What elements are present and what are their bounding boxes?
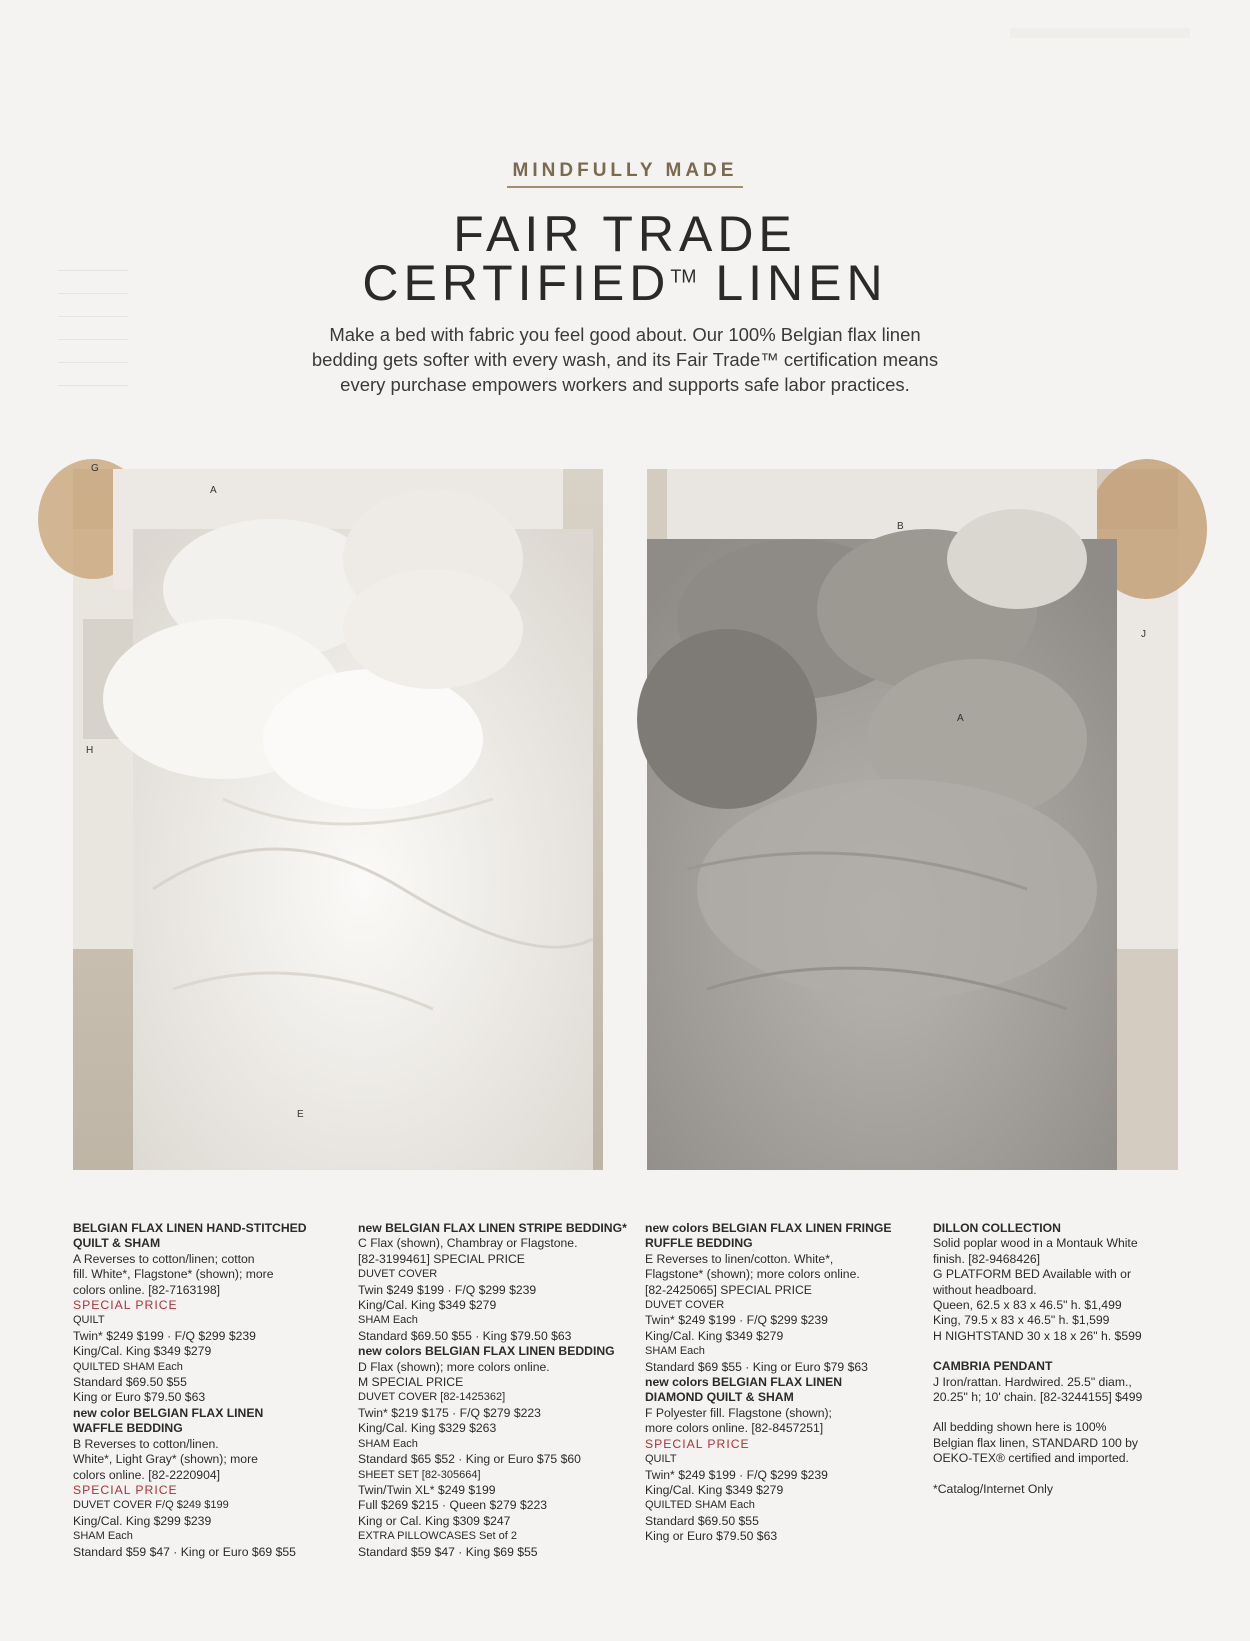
special-price-label: SPECIAL PRICE xyxy=(73,1298,178,1313)
callout-a-right: A xyxy=(957,713,964,724)
eyebrow-label: MINDFULLY MADE xyxy=(512,160,738,181)
product-detail-line: King or Euro $79.50 $63 xyxy=(73,1390,206,1405)
product-detail-line: King/Cal. King $329 $263 xyxy=(358,1421,497,1436)
product-detail-line: King/Cal. King $349 $279 xyxy=(73,1344,212,1359)
product-detail-line: Flagstone* (shown); more colors online. xyxy=(645,1267,860,1282)
product-detail-line: B Reverses to cotton/linen. xyxy=(73,1436,219,1451)
product-detail-line: *Catalog/Internet Only xyxy=(933,1481,1053,1496)
product-detail-line: Full $269 $215 · Queen $279 $223 xyxy=(358,1498,548,1513)
product-detail-line: King/Cal. King $299 $239 xyxy=(73,1513,212,1528)
product-detail-line: SHAM Each xyxy=(645,1345,705,1358)
product-detail-line: SHAM Each xyxy=(73,1530,133,1543)
special-price-label: SPECIAL PRICE xyxy=(73,1482,178,1497)
product-detail-line: King or Euro $79.50 $63 xyxy=(645,1529,778,1544)
product-heading: BELGIAN FLAX LINEN HAND-STITCHED xyxy=(73,1221,307,1235)
product-detail-line: QUILTED SHAM Each xyxy=(73,1360,183,1373)
intro-line: every purchase empowers workers and supports safe labor practices. xyxy=(340,374,910,395)
product-detail-line: Standard $69.50 $55 xyxy=(645,1513,759,1528)
product-heading: new colors BELGIAN FLAX LINEN xyxy=(645,1375,843,1390)
product-heading: QUILT & SHAM xyxy=(73,1236,161,1251)
product-detail-line: King/Cal. King $349 $279 xyxy=(645,1328,784,1343)
product-detail-line: Standard $59 $47 · King or Euro $69 $55 xyxy=(73,1544,296,1559)
product-detail-line: finish. [82-9468426] xyxy=(933,1251,1041,1266)
eyebrow-underline xyxy=(507,186,743,188)
product-detail-line: King or Cal. King $309 $247 xyxy=(358,1513,511,1528)
product-detail-line: Standard $59 $47 · King $69 $55 xyxy=(358,1544,538,1559)
white-bed-photo xyxy=(73,463,603,1170)
product-detail-line: DUVET COVER xyxy=(645,1299,725,1312)
product-detail-line xyxy=(933,1405,1183,1420)
product-detail-line: DUVET COVER F/Q $249 $199 xyxy=(73,1499,229,1512)
top-margin-mark xyxy=(1010,28,1190,38)
product-heading: new color BELGIAN FLAX LINEN xyxy=(73,1405,264,1420)
product-detail-line: 20.25" h; 10' chain. [82-3244155] $499 xyxy=(933,1390,1143,1405)
product-detail-line: Twin* $249 $199 · F/Q $299 $239 xyxy=(645,1313,828,1328)
callout-b: B xyxy=(897,521,904,532)
product-detail-line: King/Cal. King $349 $279 xyxy=(358,1298,497,1313)
product-detail-line: E Reverses to linen/cotton. White*, xyxy=(645,1251,834,1266)
product-detail-line: C Flax (shown), Chambray or Flagstone. xyxy=(358,1236,578,1251)
product-detail-line: A Reverses to cotton/linen; cotton xyxy=(73,1251,255,1266)
product-detail-line: [82-2425065] SPECIAL PRICE xyxy=(645,1282,812,1297)
product-detail-line: H NIGHTSTAND 30 x 18 x 26" h. $599 xyxy=(933,1328,1142,1343)
product-column-3 xyxy=(645,1221,905,1545)
intro-line: bedding gets softer with every wash, and its Fair Trade™ certification means xyxy=(311,349,939,370)
product-detail-line: Belgian flax linen, STANDARD 100 by xyxy=(933,1435,1139,1450)
product-detail-line: colors online. [82-2220904] xyxy=(73,1467,221,1482)
product-detail-line: more colors online. [82-8457251] xyxy=(645,1421,824,1436)
gray-bed-illustration xyxy=(647,469,1178,1170)
callout-g: G xyxy=(91,463,99,474)
product-heading: CAMBRIA PENDANT xyxy=(933,1359,1053,1374)
product-detail-line: Twin* $249 $199 · F/Q $299 $239 xyxy=(645,1467,828,1482)
product-detail-line: EXTRA PILLOWCASES Set of 2 xyxy=(358,1530,517,1543)
gray-bed-photo xyxy=(647,469,1178,1170)
product-detail-line: King/Cal. King $349 $279 xyxy=(645,1482,784,1497)
white-bed-illustration xyxy=(73,469,603,1170)
product-heading: new colors BELGIAN FLAX LINEN FRINGE xyxy=(645,1221,892,1235)
product-detail-line: QUILT xyxy=(73,1314,105,1327)
product-detail-line xyxy=(933,1467,1183,1482)
product-detail-line: DUVET COVER [82-1425362] xyxy=(358,1391,506,1404)
callout-a: A xyxy=(210,485,217,496)
product-column-4 xyxy=(933,1221,1183,1497)
callout-e: E xyxy=(297,1109,304,1120)
product-detail-line: F Polyester fill. Flagstone (shown); xyxy=(645,1405,832,1420)
product-detail-line: QUILT xyxy=(645,1453,677,1466)
headline-certified: CERTIFIED xyxy=(362,255,671,311)
product-detail-line: colors online. [82-7163198] xyxy=(73,1282,221,1297)
special-price-label: SPECIAL PRICE xyxy=(645,1436,750,1451)
product-detail-line: Twin* $219 $175 · F/Q $279 $223 xyxy=(358,1405,541,1420)
product-detail-line: M SPECIAL PRICE xyxy=(358,1375,464,1390)
product-detail-line: Twin* $249 $199 · F/Q $299 $239 xyxy=(73,1328,256,1343)
product-detail-line: Twin/Twin XL* $249 $199 xyxy=(358,1482,496,1497)
callout-j: J xyxy=(1141,629,1146,640)
product-detail-line: D Flax (shown); more colors online. xyxy=(358,1359,550,1374)
product-detail-line: QUILTED SHAM Each xyxy=(645,1499,755,1512)
product-detail-line: All bedding shown here is 100% xyxy=(933,1420,1107,1435)
intro-line: Make a bed with fabric you feel good about. Our 100% Belgian flax linen xyxy=(329,324,921,345)
product-detail-line: Twin $249 $199 · F/Q $299 $239 xyxy=(358,1282,537,1297)
product-column-2 xyxy=(358,1221,628,1560)
product-detail-line: [82-3199461] SPECIAL PRICE xyxy=(358,1251,525,1266)
product-heading: RUFFLE BEDDING xyxy=(645,1236,753,1251)
product-detail-line: Solid poplar wood in a Montauk White xyxy=(933,1236,1138,1251)
product-column-1 xyxy=(73,1221,323,1560)
product-detail-line: Standard $69.50 $55 xyxy=(73,1375,187,1390)
product-detail-line: SHEET SET [82-305664] xyxy=(358,1468,481,1481)
product-detail-line: Standard $69.50 $55 · King $79.50 $63 xyxy=(358,1328,572,1343)
headline-line-1: FAIR TRADE xyxy=(453,206,797,262)
product-detail-line: J Iron/rattan. Hardwired. 25.5" diam., xyxy=(933,1374,1132,1389)
product-heading: DIAMOND QUILT & SHAM xyxy=(645,1390,794,1405)
product-detail-line: Queen, 62.5 x 83 x 46.5" h. $1,499 xyxy=(933,1298,1122,1313)
intro-paragraph xyxy=(250,322,1000,397)
product-detail-line: without headboard. xyxy=(933,1282,1037,1297)
product-detail-line: White*, Light Gray* (shown); more xyxy=(73,1452,258,1467)
headline-linen: LINEN xyxy=(715,255,888,311)
product-detail-line: DUVET COVER xyxy=(358,1268,438,1281)
product-detail-line: OEKO-TEX® certified and imported. xyxy=(933,1451,1129,1466)
product-detail-line: SHAM Each xyxy=(358,1314,418,1327)
product-heading: DILLON COLLECTION xyxy=(933,1221,1061,1235)
product-detail-line: Standard $65 $52 · King or Euro $75 $60 xyxy=(358,1452,581,1467)
product-heading: new BELGIAN FLAX LINEN STRIPE BEDDING* xyxy=(358,1221,627,1235)
product-detail-line: King, 79.5 x 83 x 46.5" h. $1,599 xyxy=(933,1313,1110,1328)
product-detail-line: SHAM Each xyxy=(358,1437,418,1450)
product-detail-line: G PLATFORM BED Available with or xyxy=(933,1267,1131,1282)
headline-line-2 xyxy=(0,254,1250,312)
product-heading: WAFFLE BEDDING xyxy=(73,1421,183,1436)
product-detail-line: Standard $69 $55 · King or Euro $79 $63 xyxy=(645,1359,868,1374)
callout-h: H xyxy=(86,745,94,756)
trademark-mark: TM xyxy=(670,266,697,287)
product-heading: new colors BELGIAN FLAX LINEN BEDDING xyxy=(358,1344,615,1359)
product-detail-line: fill. White*, Flagstone* (shown); more xyxy=(73,1267,274,1282)
product-detail-line xyxy=(933,1344,1183,1359)
